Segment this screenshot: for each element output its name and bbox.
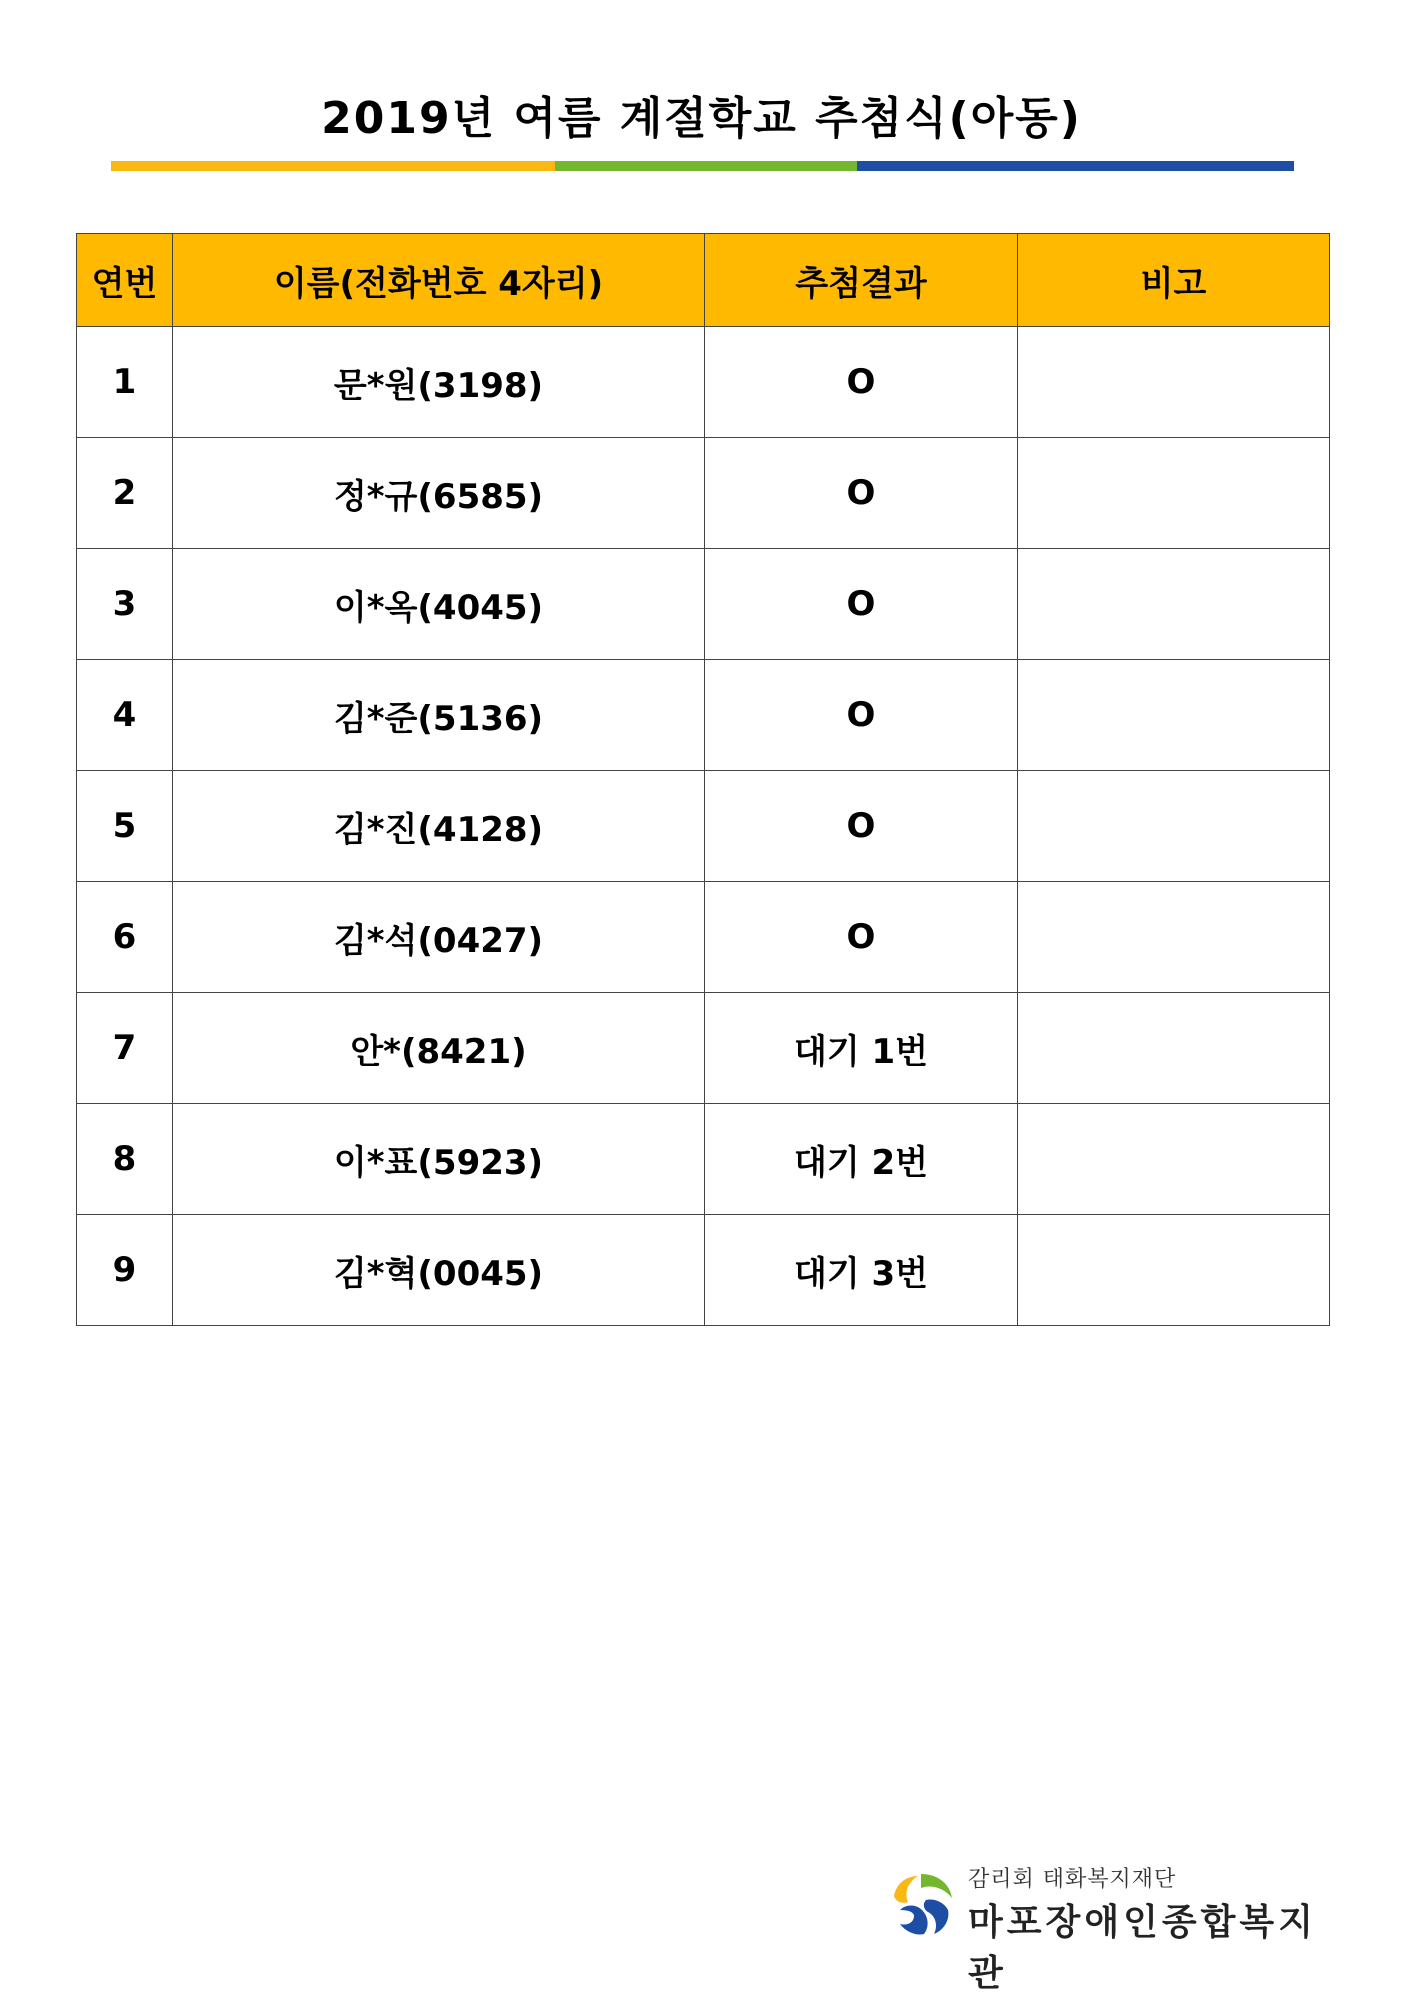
lottery-results-table: [76, 233, 1330, 1326]
row-name: 이*옥(4045): [173, 549, 705, 660]
header-number: 연번: [77, 234, 173, 327]
row-number: 3: [77, 549, 173, 660]
welfare-center-name: 마포장애인종합복지관: [968, 1901, 1317, 1994]
row-name: 안*(8421): [173, 993, 705, 1104]
row-name: 김*진(4128): [173, 771, 705, 882]
row-number: 8: [77, 1104, 173, 1215]
row-note: [1018, 1215, 1330, 1326]
table-row: [77, 882, 1330, 993]
header-result: 추첨결과: [705, 234, 1018, 327]
row-note: [1018, 771, 1330, 882]
row-note: [1018, 438, 1330, 549]
table-row: [77, 771, 1330, 882]
row-number: 4: [77, 660, 173, 771]
row-result: O: [705, 549, 1018, 660]
table-row: [77, 327, 1330, 438]
table-header-row: [77, 234, 1330, 327]
header-note: 비고: [1018, 234, 1330, 327]
underline-green-segment: [555, 161, 857, 171]
row-result: O: [705, 882, 1018, 993]
row-name: 김*혁(0045): [173, 1215, 705, 1326]
row-note: [1018, 993, 1330, 1104]
row-note: [1018, 1104, 1330, 1215]
table-row: [77, 1215, 1330, 1326]
row-name: 김*준(5136): [173, 660, 705, 771]
table-row: [77, 1104, 1330, 1215]
row-note: [1018, 882, 1330, 993]
row-name: 이*표(5923): [173, 1104, 705, 1215]
table-row: [77, 549, 1330, 660]
row-note: [1018, 549, 1330, 660]
row-name: 문*원(3198): [173, 327, 705, 438]
row-note: [1018, 660, 1330, 771]
row-number: 5: [77, 771, 173, 882]
footer-branding: [886, 1862, 1336, 1994]
row-result: 대기 3번: [705, 1215, 1018, 1326]
table-row: [77, 660, 1330, 771]
underline-yellow-segment: [111, 161, 555, 171]
row-name: 정*규(6585): [173, 438, 705, 549]
title-underline: [111, 161, 1294, 171]
row-note: [1018, 327, 1330, 438]
row-number: 2: [77, 438, 173, 549]
row-result: 대기 2번: [705, 1104, 1018, 1215]
row-result: O: [705, 660, 1018, 771]
row-result: O: [705, 327, 1018, 438]
table-row: [77, 993, 1330, 1104]
row-result: 대기 1번: [705, 993, 1018, 1104]
header-name: 이름(전화번호 4자리): [173, 234, 705, 327]
row-name: 김*석(0427): [173, 882, 705, 993]
foundation-name: 감리회 태화복지재단: [968, 1867, 1177, 1892]
row-result: O: [705, 438, 1018, 549]
table-row: [77, 438, 1330, 549]
underline-blue-segment: [857, 161, 1294, 171]
foundation-swirl-logo-icon: [886, 1870, 956, 1940]
page-title: 2019년 여름 계절학교 추첨식(아동): [321, 93, 1082, 144]
row-number: 1: [77, 327, 173, 438]
row-number: 6: [77, 882, 173, 993]
row-result: O: [705, 771, 1018, 882]
row-number: 7: [77, 993, 173, 1104]
row-number: 9: [77, 1215, 173, 1326]
